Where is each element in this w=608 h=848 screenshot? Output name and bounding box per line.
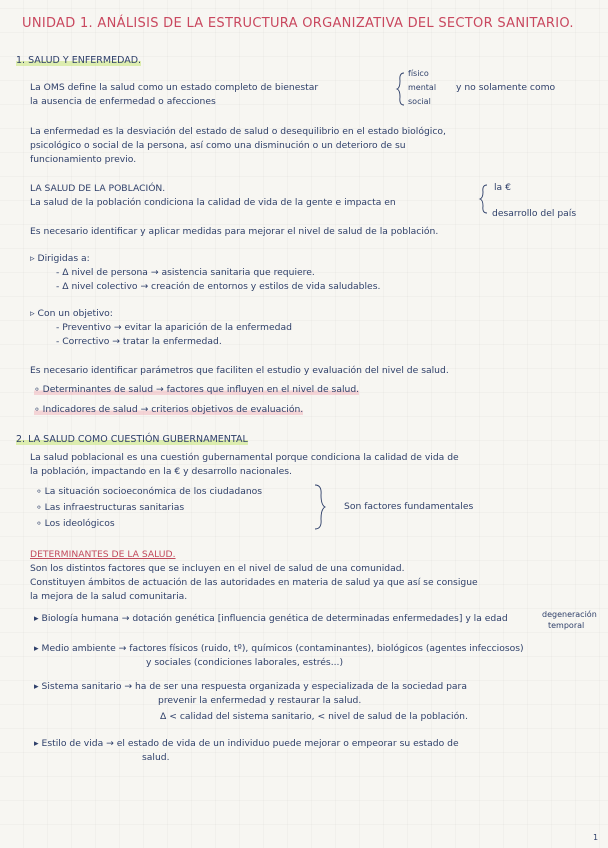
bienestar-fisico: físico bbox=[408, 69, 429, 78]
parametros-line: Es necesario identificar parámetros que faciliten el estudio y evaluación del nivel de salud. bbox=[30, 365, 449, 376]
gubernamental-line-1: La salud poblacional es una cuestión gubernamental porque condiciona la calidad de vida de bbox=[30, 452, 459, 463]
dirigidas-item-2: - Δ nivel colectivo → creación de entornos y estilos de vida saludables. bbox=[56, 281, 381, 292]
factores-fundamentales: Son factores fundamentales bbox=[344, 501, 474, 512]
objetivo-heading: ▹ Con un objetivo: bbox=[30, 308, 113, 319]
edad-temporal: temporal bbox=[548, 621, 585, 630]
page-title: UNIDAD 1. ANÁLISIS DE LA ESTRUCTURA ORGANIZATIVA DEL SECTOR SANITARIO. bbox=[22, 16, 574, 31]
objetivo-item-1: - Preventivo → evitar la aparición de la enfermedad bbox=[56, 322, 292, 333]
objetivo-item-2: - Correctivo → tratar la enfermedad. bbox=[56, 336, 222, 347]
sistema-sanitario-line-3: Δ < calidad del sistema sanitario, < nivel de salud de la población. bbox=[160, 711, 468, 722]
section-1-heading: 1. SALUD Y ENFERMEDAD. bbox=[16, 55, 142, 66]
dirigidas-heading: ▹ Dirigidas a: bbox=[30, 253, 90, 264]
bienestar-social: social bbox=[408, 97, 431, 106]
gubernamental-line-2: la población, impactando en la € y desarrollo nacionales. bbox=[30, 466, 292, 477]
brace-poblacion bbox=[480, 184, 488, 214]
estilo-de-vida-line-2: salud. bbox=[142, 752, 170, 763]
section-2-heading: 2. LA SALUD COMO CUESTIÓN GUBERNAMENTAL bbox=[16, 434, 248, 445]
poblacion-heading: LA SALUD DE LA POBLACIÓN. bbox=[30, 183, 166, 194]
determinantes-line-2: Constituyen ámbitos de actuación de las autoridades en materia de salud ya que así se consigue bbox=[30, 577, 478, 588]
bienestar-mental: mental bbox=[408, 83, 437, 92]
factor-bullet-2: ∘ Las infraestructuras sanitarias bbox=[36, 502, 185, 513]
enfermedad-line-1: La enfermedad es la desviación del estado de salud o desequilibrio en el estado biológico, bbox=[30, 126, 446, 137]
determinantes-line-3: la mejora de la salud comunitaria. bbox=[30, 591, 188, 602]
oms-line-2: la ausencia de enfermedad o afecciones bbox=[30, 96, 216, 107]
dirigidas-item-1: - Δ nivel de persona → asistencia sanitaria que requiere. bbox=[56, 267, 315, 278]
determinantes-heading: DETERMINANTES DE LA SALUD. bbox=[30, 549, 176, 560]
impacto-desarrollo: desarrollo del país bbox=[492, 208, 577, 219]
parametros-item-2: ∘ Indicadores de salud → criterios objetivos de evaluación. bbox=[34, 404, 304, 415]
determinantes-line-1: Son los distintos factores que se incluyen en el nivel de salud de una comunidad. bbox=[30, 563, 405, 574]
estilo-de-vida-line-1: ▸ Estilo de vida → el estado de vida de un individuo puede mejorar o empeorar su estado de bbox=[34, 738, 459, 749]
oms-line-1: La OMS define la salud como un estado completo de bienestar bbox=[30, 82, 319, 93]
biologia-line: ▸ Biología humana → dotación genética [influencia genética de determinadas enfermedades] y la edad bbox=[34, 613, 508, 624]
factor-bullet-1: ∘ La situación socioeconómica de los ciudadanos bbox=[36, 486, 263, 497]
poblacion-line: La salud de la población condiciona la calidad de vida de la gente e impacta en bbox=[30, 197, 396, 208]
oms-line-3: y no solamente como bbox=[456, 82, 556, 93]
medio-ambiente-line-2: y sociales (condiciones laborales, estrés...) bbox=[146, 657, 344, 668]
sistema-sanitario-line-1: ▸ Sistema sanitario → ha de ser una respuesta organizada y especializada de la sociedad para bbox=[34, 681, 467, 692]
parametros-item-1: ∘ Determinantes de salud → factores que influyen en el nivel de salud. bbox=[34, 384, 360, 395]
brace-factores bbox=[314, 484, 326, 530]
medio-ambiente-line-1: ▸ Medio ambiente → factores físicos (ruido, tº), químicos (contaminantes), biológicos (agentes infecciosos) bbox=[34, 643, 524, 654]
sistema-sanitario-line-2: prevenir la enfermedad y restaurar la salud. bbox=[158, 695, 362, 706]
enfermedad-line-3: funcionamiento previo. bbox=[30, 154, 137, 165]
edad-degeneracion: degeneración bbox=[542, 610, 597, 619]
page-number: 1 bbox=[593, 833, 599, 842]
necesario-line: Es necesario identificar y aplicar medidas para mejorar el nivel de salud de la población. bbox=[30, 226, 439, 237]
impacto-economia: la € bbox=[494, 182, 511, 193]
brace-left bbox=[397, 72, 405, 106]
factor-bullet-3: ∘ Los ideológicos bbox=[36, 518, 115, 529]
enfermedad-line-2: psicológico o social de la persona, así como una disminución o un deterioro de su bbox=[30, 140, 406, 151]
